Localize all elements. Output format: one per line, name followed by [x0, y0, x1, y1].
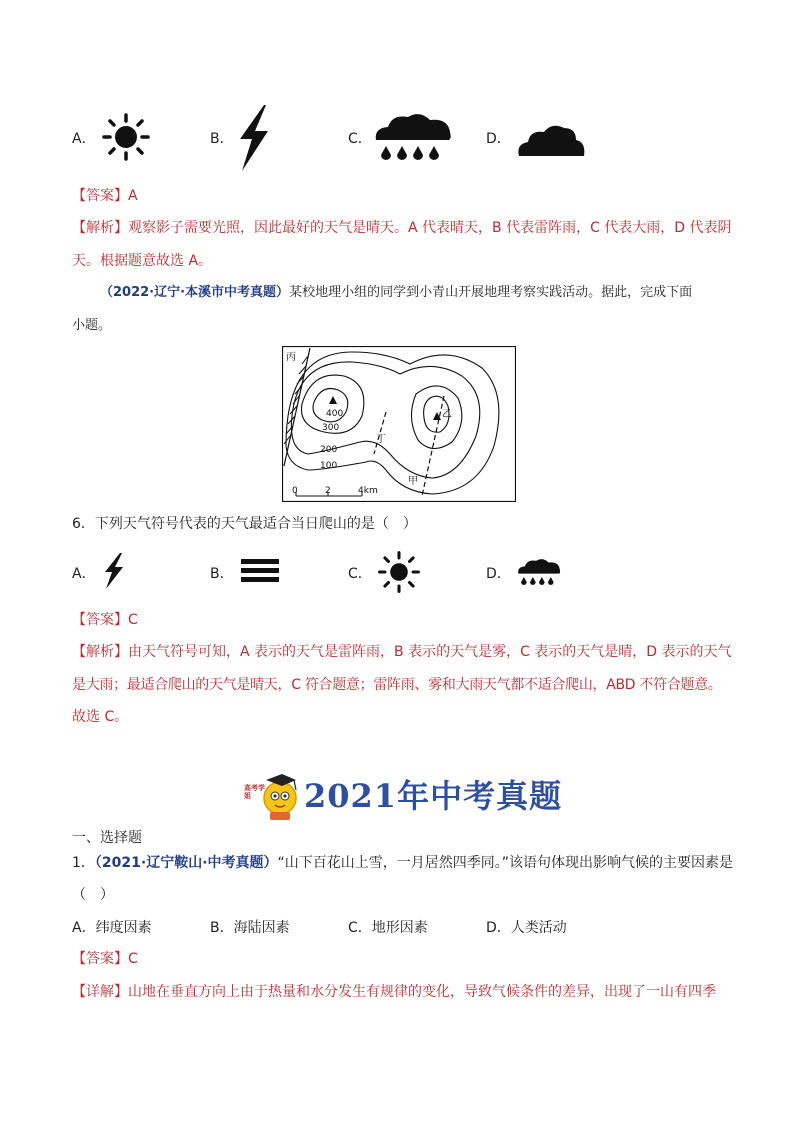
- group-intro-line2: 小题。: [72, 318, 112, 333]
- q6-option-b-letter: B．: [210, 566, 234, 582]
- answer-tag: 【答案】: [72, 951, 128, 967]
- q1-option-b: B．海陆因素: [210, 920, 290, 936]
- cloud-icon: [516, 122, 586, 158]
- q5-option-c-letter: C．: [348, 131, 372, 147]
- q6-analysis-line1: [72, 642, 732, 662]
- contour-label-300: 300: [322, 423, 340, 433]
- lightning-icon: [102, 552, 126, 590]
- q6-analysis-line3: 故选 C。: [72, 709, 129, 725]
- question-stem: “山下百花山上雪，一月居然四季同。”该语句体现出影响气候的主要因素是: [277, 855, 734, 871]
- q6-analysis-line2: 是大雨；最适合爬山的天气是晴天，C 符合题意；雷阵雨、雾和大雨天气都不适合爬山，ABD 不符合题意。: [72, 677, 722, 693]
- q5-analysis-line1: [72, 218, 732, 238]
- answer-tag: 【答案】: [72, 612, 128, 628]
- q6-option-d-letter: D．: [486, 566, 511, 582]
- label-jia: 甲: [408, 476, 418, 487]
- label-ding: 丁: [376, 434, 386, 445]
- heavy-rain-icon: [372, 110, 454, 164]
- q5-option-d-letter: D．: [486, 131, 511, 147]
- label-yi: 乙: [442, 409, 452, 420]
- label-bing: 丙: [286, 352, 296, 363]
- analysis-text: 由天气符号可知，A 表示的天气是雷阵雨，B 表示的天气是雾，C 表示的天气是晴，D 表示的天气: [128, 644, 732, 660]
- analysis-tag: 【解析】: [72, 220, 128, 236]
- detail-text: 山地在垂直方向上由于热量和水分发生有规律的变化，导致气候条件的差异，出现了一山有四季: [128, 984, 716, 1000]
- contour-label-100: 100: [320, 461, 338, 471]
- scale-label-0: 0: [292, 486, 298, 496]
- q1-stem-line1: [72, 853, 733, 873]
- q5-option-b-letter: B．: [210, 131, 234, 147]
- detail-tag: 【详解】: [72, 984, 128, 1000]
- analysis-tag: 【解析】: [72, 644, 128, 660]
- section-title: 2021年中考真题: [304, 777, 563, 815]
- q1-detail: [72, 982, 716, 1002]
- q5-answer: [72, 186, 138, 206]
- contour-map: [282, 346, 516, 502]
- scale-label-4km: 4km: [358, 486, 378, 496]
- q1-paren: （ ）: [72, 887, 114, 903]
- sun-icon: [376, 550, 422, 594]
- contour-label-200: 200: [320, 445, 338, 455]
- intro-text: 某校地理小组的同学到小青山开展地理考察实践活动。据此，完成下面: [289, 285, 693, 300]
- answer-value: A: [128, 188, 138, 204]
- question-number: 1．: [72, 855, 95, 871]
- fog-icon: [240, 558, 280, 584]
- q1-option-c: C．地形因素: [348, 920, 428, 936]
- q6-option-c-letter: C．: [348, 566, 372, 582]
- mascot-caption: 高考学姐: [244, 784, 265, 800]
- q5-analysis-line2: 天。根据题意故选 A。: [72, 253, 213, 269]
- q6-stem: 6．下列天气符号代表的天气最适合当日爬山的是（ ）: [72, 516, 417, 532]
- lightning-icon: [234, 103, 274, 173]
- section-subtitle: 一、选择题: [72, 830, 142, 846]
- q1-option-a: A．纬度因素: [72, 920, 152, 936]
- q5-option-a-letter: A．: [72, 131, 96, 147]
- answer-tag: 【答案】: [72, 188, 128, 204]
- analysis-text: 观察影子需要光照，因此最好的天气是晴天。A 代表晴天，B 代表雷阵雨，C 代表大雨，D 代表阴: [128, 220, 732, 236]
- question-source: （2021·辽宁鞍山·中考真题）: [94, 855, 278, 871]
- q6-option-a-letter: A．: [72, 566, 96, 582]
- scale-label-2: 2: [325, 486, 331, 496]
- contour-label-400: 400: [326, 409, 344, 419]
- answer-value: C: [128, 612, 138, 628]
- answer-value: C: [128, 951, 138, 967]
- heavy-rain-icon: [516, 556, 562, 588]
- question-source: （2022·辽宁·本溪市中考真题）: [100, 285, 290, 300]
- q1-answer: [72, 949, 138, 969]
- sun-icon: [100, 112, 152, 162]
- q6-answer: [72, 610, 138, 630]
- group-intro-line1: [100, 283, 692, 303]
- q1-option-d: D．人类活动: [486, 920, 567, 936]
